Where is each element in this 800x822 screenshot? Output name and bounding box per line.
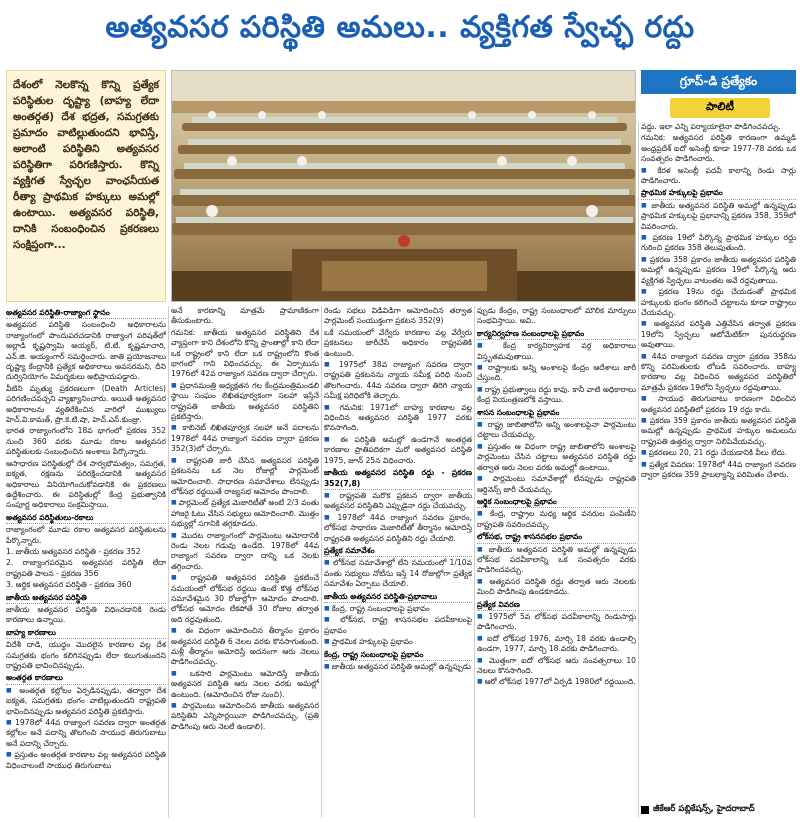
square-icon <box>641 806 649 814</box>
paragraph: 1. జాతీయ అత్యవసర పరిస్థితి - ప్రకరణ 352 <box>6 546 141 556</box>
bullet-paragraph: ■ రాష్ట్ర ప్రభుత్వాలు రద్దు కావు. కానీ వాటి అధికారాలు కేంద్ర నియంత్రణలోకి వస్తాయి. <box>477 385 636 406</box>
bullet-paragraph: ■ జాతీయ అత్యవసర పరిస్థితి అమల్లో ఉన్నప్పుడు ప్రాథమిక హక్కులపై ప్రభావాన్ని ప్రకరణ 358, 359లో వివరించారు. <box>641 201 796 232</box>
paragraph: ప్పుడు కేంద్రం, రాష్ట్ర సంబంధాలలో మౌలిక మార్పులు సంభవిస్తాయి. అవి.. <box>477 306 636 326</box>
section-heading: ప్రత్యేక వివరణ <box>477 600 636 611</box>
column-divider <box>474 306 475 818</box>
bullet-paragraph: ■ 44వ రాజ్యాంగ సవరణ ద్వారా ప్రకరణ 358ను కొన్ని పరిమితులకు లోబడి సవరించారు. బాహ్య కారణాల వల్ల విధించిన అత్యవసర పరిస్థితిలో మాత్రమే ప్రకరణ 19లోని స్వేచ్ఛలు రద్దవుతాయి. <box>641 352 796 394</box>
section-heading: అంతర్గత కారణాలు <box>6 673 166 684</box>
column-2 <box>171 306 319 818</box>
paragraph: విదేశీ దాడి, యుద్ధం మొదలైన కారణాల వల్ల దేశ సమగ్రతకు భంగం కలిగినప్పుడు లేదా కలుగుతుందని రాష్ట్రపతి భావించినప్పుడు. <box>6 640 166 670</box>
assembly-photo <box>171 70 636 302</box>
paragraph: వద్దు. ఇలా ఎన్ని పర్యాయాలైనా పొడిగించవచ్చు. <box>641 122 781 131</box>
paragraph: ఆసాధారణ పరిస్థితుల్లో దేశ సార్వభౌమత్వం, సమగ్రత, ఐక్యత, రక్షణను పరిరక్షించడానికి అత్యవసర అధికారాలు వినియోగించుకోవడానికి ఈ ప్రకరణలు ఉద్దేశించారు. ఈ పరిస్థితుల్లో కేంద్ర ప్రభుత్వానికి సంపూర్ణ అధికారాలు సంక్రమిస్తాయి. <box>6 458 166 510</box>
section-heading: శాసన సంబంధాలపై ప్రభావం <box>477 408 636 419</box>
section-heading: ప్రాథమిక హక్కులపై ప్రభావం <box>641 188 796 199</box>
paragraph: అత్యవసర పరిస్థితి సంబంధించి అధికారాలను రాజ్యాంగంలో పొందుపరచడానికి రాజ్యాంగ పరిషత్‌లో అల్లాడి కృష్ణస్వామి అయ్యర్, టి.టి. కృష్ణమాచారి, ఎన్.జి. అయ్యంగార్ సమర్థించారు. జాతి ప్రయోజనాలు దృష్ట్యా కేంద్రానికి ప్రత్యేక అధికారాలు అవసరమని, దీని దుర్వినియోగం విమర్శకులు అభిప్రాయపడ్డారు. <box>6 320 166 382</box>
section-heading: అత్యవసర పరిస్థితి-రాజ్యాంగ స్థానం <box>6 308 166 319</box>
paragraph: ఒకే సమయంలో వేర్వేరు కారణాల వల్ల వేర్వేరు ప్రకటనలు జారీచేసే అధికారం రాష్ట్రపతికి ఉంటుంది. <box>324 327 472 358</box>
paragraph: గమనిక: అత్యవసర పరిస్థితి కారణంగా ఉమ్మడి ఆంధ్రప్రదేశ్ ఐదో అసెంబ్లీ కూడా 1977-78 వరకు ఒక సంవత్సరం పొడిగించారు. <box>641 133 796 164</box>
column-1 <box>6 306 166 818</box>
bullet-paragraph: ■ పార్లమెంట్ ప్రత్యేక మెజారిటీతో అంటే 2/3 వంతు హాజరై ఓటు వేసిన సభ్యులు ఆమోదించాలి. మొత్తం సభ్యుల్లో సగానికి తగ్గకూడదు. <box>171 498 319 529</box>
bullet-paragraph: ■ సాయుధ తిరుగుబాటు కారణంగా విధించిన అత్యవసర పరిస్థితిలో ప్రకరణ 19 రద్దు కాదు. <box>641 394 796 415</box>
paragraph: వీటిని మృత్యు ప్రకరణలుగా (Death Articles) పరిగణించవచ్చని వ్యాఖ్యానించారు. అయితే అత్యవసర అధికారాలను వ్యతిరేకించిన వారిలో ముఖ్యులు హెచ్.వి.కామత్, ప్రొ.కె.టి.షా, హెచ్.ఎన్.కుంజ్రు. <box>6 383 166 425</box>
bullet-paragraph: ■ అత్యవసర పరిస్థితి రద్దు తర్వాత ఆరు నెలలకు మించి పొడిగింపు ఉండకూడదు. <box>477 577 636 598</box>
column-divider <box>168 306 169 818</box>
bullet-paragraph: ■ ప్రకరణ 358 ప్రకారం జాతీయ అత్యవసర పరిస్థితి అమల్లో ఉన్నప్పుడు ప్రకరణ 19లో పేర్కొన్న ఆరు వ్యక్తిగత స్వేచ్ఛలు వాటంతట అవే రద్దవుతాయి. <box>641 255 796 286</box>
bullet-paragraph: ■ ఒకసారి పార్లమెంటు ఆమోదిస్తే జాతీయ అత్యవసర పరిస్థితి ఆరు నెలల వరకు అమల్లో ఉంటుంది. (ఆమోదించిన రోజు నుంచి). <box>171 669 319 700</box>
bullet-paragraph: ■ ప్రకరణ 19లో పేర్కొన్న ప్రాథమిక హక్కుల రద్దు గురించి ప్రకరణ 358 తెలుపుతుంది. <box>641 233 796 254</box>
group-tag: గ్రూప్-డి ప్రత్యేకం <box>641 70 796 94</box>
column-5 <box>641 122 796 798</box>
bullet-paragraph: ■ ప్రస్తుతం అంతర్గత కారణాల వల్ల అత్యవసర పరిస్థితి విధించాలంటే సాయుధ తిరుగుబాటు <box>6 750 166 771</box>
section-heading: జాతీయ అత్యవసర పరిస్థితి రద్దు - ప్రకరణ 352(7,8) <box>324 468 472 490</box>
publisher-name: జీకేఆర్ పబ్లికేషన్స్, హైదరాబాద్ <box>653 804 755 814</box>
bullet-paragraph: ■ రాష్ట్రపతి జారీ చేసిన అత్యవసర పరిస్థితి ప్రకటనను ఒక నెల రోజుల్లో పార్లమెంట్ ఆమోదించాలి. సాధారణ సమావేశాలు లేనప్పుడు లోక్‌సభ రద్దయితే రాజ్యసభ ఆమోదం పొందాలి. <box>171 456 319 498</box>
bullet-paragraph: ■ కాబినెట్ లిఖితపూర్వక సలహా అనే పదాలను 1978లో 44వ రాజ్యాంగ సవరణ ద్వారా ప్రకరణ 352(3)లో చేర్చారు. <box>171 423 319 454</box>
bullet-paragraph: ■ అంతర్గత కల్లోలం ఏర్పడినప్పుడు, తద్వారా దేశ ఐక్యత, సమగ్రతకు భంగం వాటిల్లుతుందని రాష్ట్రపతి భావించినప్పుడు అత్యవసర పరిస్థితి ప్రకటిస్తారు. <box>6 686 166 717</box>
bullet-paragraph: ■ ప్రకరణ 19ను రద్దు చేయడంతో ప్రాథమిక హక్కులకు భంగం కలిగించే చట్టాలను కూడా రాష్ట్రాలు చేయవచ్చు. <box>641 287 796 318</box>
assembly-hall-illustration <box>172 71 636 302</box>
paragraph: రెండు సభలు విడివిడిగా ఆమోదించిన తర్వాత పార్లమెంట్ సంయుక్తంగా ప్రకటన 352(9) <box>324 306 472 326</box>
paragraph: గమనిక: జాతీయ అత్యవసర పరిస్థితిని దేశ వ్యాప్తంగా కాని దేశంలోని కొన్ని ప్రాంతాల్లో కాని లేదా ఒక రాష్ట్రంలో కాని లేదా ఒక రాష్ట్రంలోని కొంత భాగంలో గాని విధించవచ్చు. ఈ ఏర్పాటును 1976లో 42వ రాజ్యాంగ సవరణ ద్వారా చేర్చారు. <box>171 327 319 379</box>
bullet-paragraph: ■ మొత్తంగా ఐదో లోక్‌సభ ఆరు సంవత్సరాలు 10 నెలలు కొనసాగింది. <box>477 656 636 677</box>
bullet-paragraph: ■ కేంద్ర కార్యనిర్వాహక వర్గ అధికారాలు విస్తృతమవుతాయి. <box>477 341 636 362</box>
section-heading: ఆర్థిక సంబంధాలపై ప్రభావం <box>477 497 636 508</box>
headline: అత్యవసర పరిస్థితి అమలు.. వ్యక్తిగత స్వేచ్ఛ రద్దు <box>105 10 695 45</box>
bullet-paragraph: ■ ప్రకరణలు 20, 21 రద్దు చేయడానికి వీలు లేదు. <box>641 448 796 458</box>
intro-text: దేశంలో నెలకొన్న కొన్ని ప్రత్యేక పరిస్థితుల దృష్ట్యా (బాహ్య లేదా అంతర్గత) దేశ భద్రత, సమగ్రతకు ప్రమాదం వాటిల్లుతుందని భావిస్తే, అలాంటి పరిస్థితిని అత్యవసర పరిస్థితిగా పరిగణిస్తారు. కొన్ని వ్యక్తిగత స్వేచ్ఛల వాంఛనీయత రీత్యా ప్రాథమిక హక్కులు అమల్లో ఉంటాయి. అత్యవసర పరిస్థితి, దానికి సంబంధించిన ప్రకరణలు సంక్షిప్తంగా... <box>13 79 159 251</box>
section-heading: కార్యనిర్వహణ సంబంధాలపై ప్రభావం <box>477 329 636 340</box>
bullet-paragraph: ■ జాతీయ అత్యవసర పరిస్థితి అమల్లో ఉన్నప్పుడు <box>324 662 472 672</box>
bullet-paragraph: ■ ప్రకరణ 359 ప్రకారం జాతీయ అత్యవసర పరిస్థితి అమల్లో ఉన్నప్పుడు ప్రాథమిక హక్కుల అమలును రాష్ట్రపతి ఉత్తర్వు ద్వారా నిలిపివేయవచ్చు. <box>641 416 796 447</box>
section-heading: ప్రత్యేక సమావేశం <box>324 546 472 557</box>
bullet-paragraph: ■ ఈ పరిస్థితి అమల్లో ఉండగానే అంతర్గత కారణాల ప్రాతిపదికగా మరో అత్యవసర పరిస్థితి 1975, జూన్ 25న విధించారు. <box>324 435 472 466</box>
bullet-paragraph: ■ ప్రత్యేక వివరణ: 1978లో 44వ రాజ్యాంగ సవరణ ద్వారా ప్రకరణ 359 ప్రాబల్యాన్ని పరిమితం చేశారు. <box>641 460 796 481</box>
bullet-paragraph: ■ 1978లో 44వ రాజ్యాంగ సవరణ ప్రకారం, లోక్‌సభ సాధారణ మెజారిటీతో తీర్మానం ఆమోదిస్తే రాష్ట్రపతి అత్యవసర పరిస్థితిని రద్దు చేయాలి. <box>324 513 472 544</box>
subject-tag: పాలిటీ <box>670 98 770 118</box>
column-divider <box>638 122 639 818</box>
bullet-paragraph: ■ పార్లమెంటు ఆమోదించిన జాతీయ అత్యవసర పరిస్థితిని ఎన్నిసార్లయినా పొడిగించవచ్చు. (ప్రతి పొడిగింపు ఆరు నెలలే ఉండాలి). <box>171 701 319 732</box>
bullet-paragraph: ■ 1975లో 38వ రాజ్యాంగ సవరణ ద్వారా రాష్ట్రపతి ప్రకటనను న్యాయ సమీక్ష పరిధి నుంచి తొలగించారు. 44వ సవరణ ద్వారా తిరిగి న్యాయ సమీక్ష పరిధిలోకి తెచ్చారు. <box>324 360 472 402</box>
publisher-credit <box>641 802 796 818</box>
intro-box <box>6 70 166 302</box>
bullet-paragraph: ■ ఐదో లోక్‌సభ 1976, మార్చి 18 వరకు ఉండాల్సి ఉండగా, 1977, మార్చి 18 వరకు పొడిగించారు. <box>477 634 636 655</box>
paragraph: అనే కారణాన్ని మాత్రమే ప్రామాణికంగా తీసుకుంటారు. <box>171 306 319 326</box>
bullet-paragraph: ■ కేంద్ర, రాష్ట్ర సంబంధాలపై ప్రభావం <box>324 604 472 614</box>
bullet-paragraph: ■ కేంద్ర, రాష్ట్రాల మధ్య ఆర్థిక వనరుల పంపిణీని రాష్ట్రపతి సవరించవచ్చు. <box>477 509 636 530</box>
bullet-paragraph: ■ ప్రధానమంత్రి అధ్యక్షతన గల కేంద్రమంత్రిమండలి స్థాయి సంఘం లిఖితపూర్వకంగా సలహా ఇస్తేనే రాష్ట్రపతి జాతీయ అత్యవసర పరిస్థితిని ప్రకటిస్తారు. <box>171 381 319 423</box>
column-divider <box>321 306 322 818</box>
paragraph: రాజ్యాంగంలో మూడు రకాల అత్యవసర పరిస్థితులను పేర్కొన్నారు. <box>6 525 166 545</box>
bullet-paragraph: ■ రాష్ట్ర జాబితాలోని అన్ని అంశాలపైనా పార్లమెంటు చట్టాలు చేయవచ్చు. <box>477 420 636 441</box>
section-heading: అత్యవసర పరిస్థితులు-రకాలు <box>6 513 166 524</box>
bullet-paragraph: ■ అత్యవసర పరిస్థితి ఎత్తివేసిన తర్వాత ప్రకరణ 19లోని స్వేచ్ఛలు ఆటోమేటిక్‌గా పునరుద్ధరణ అవుతాయి. <box>641 319 796 350</box>
bullet-paragraph: ■ మొదట రాజ్యాంగంలో పార్లమెంటు ఆమోదానికి రెండు నెలల గడువు ఉండేది. 1978లో 44వ రాజ్యాంగ సవరణ ద్వారా దాన్ని ఒక నెలకు తగ్గించారు. <box>171 531 319 573</box>
bullet-paragraph: ■ ఆరో లోక్‌సభ 1977లో ఏర్పడి 1980లో రద్దయింది. <box>477 677 636 687</box>
section-heading: లోక్‌సభ, రాష్ట్ర శాసనసభల ప్రభావం <box>477 532 636 543</box>
bullet-paragraph: ■ లోక్‌సభ, రాష్ట్ర శాసనసభల పదవీకాలంపై ప్రభావం <box>324 615 472 636</box>
bullet-paragraph: ■ ప్రస్తుతం ఆ విధంగా రాష్ట్ర జాబితాలోని అంశాలపై పార్లమెంటు చేసిన చట్టాలు అత్యవసర పరిస్థితి రద్దు తర్వాత ఆరు నెలల వరకు అమల్లో ఉంటాయి. <box>477 442 636 473</box>
bullet-paragraph: ■ లోక్‌సభ సమావేశాల్లో లేని సమయంలో 1/10వ వంతు సభ్యులు నోటీసు ఇస్తే 14 రోజుల్లోగా ప్రత్యేక సమావేశం ఏర్పాటు చేయాలి. <box>324 558 472 589</box>
paragraph: 2. రాజ్యాంగపరమైన అత్యవసర పరిస్థితి లేదా రాష్ట్రపతి పాలన - ప్రకరణ 356 <box>6 558 166 578</box>
bullet-paragraph: ■ రాష్ట్రపతి మరొక ప్రకటన ద్వారా జాతీయ అత్యవసర పరిస్థితిని ఎప్పుడైనా రద్దు చేయవచ్చు. <box>324 491 472 512</box>
section-heading: జాతీయ అత్యవసర పరిస్థితి-ప్రభావాలు <box>324 592 472 603</box>
section-heading: బాహ్య కారణాలు <box>6 628 166 639</box>
bullet-paragraph: ■ గమనిక: 1971లో బాహ్య కారణాల వల్ల విధించిన అత్యవసర పరిస్థితి 1977 వరకు కొనసాగింది. <box>324 403 472 434</box>
bullet-paragraph: ■ రాష్ట్రపతి అత్యవసర పరిస్థితి ప్రకటించే సమయంలో లోక్‌సభ రద్దయి ఉంటే కొత్త లోక్‌సభ సమావేశమైన 30 రోజుల్లోగా ఆమోదం పొందాలి. లోక్‌సభ ఆమోదం లేకపోతే 30 రోజుల తర్వాత అది రద్దవుతుంది. <box>171 573 319 625</box>
section-heading: కేంద్ర, రాష్ట్ర సంబంధాలపై ప్రభావం <box>324 650 472 661</box>
bullet-paragraph: ■ 1975లో 5వ లోక్‌సభ పదవీకాలాన్ని రెండుసార్లు పొడిగించారు. <box>477 612 636 633</box>
column-4 <box>477 306 636 818</box>
bullet-paragraph: ■ కేరళ అసెంబ్లీ పదవీ కాలాన్ని రెండు సార్లు పొడిగించారు. <box>641 166 796 187</box>
bullet-paragraph: ■ 1978లో 44వ రాజ్యాంగ సవరణ ద్వారా అంతర్గత కల్లోలం అనే పదాన్ని తొలగించి సాయుధ తిరుగుబాటు అనే పదాన్ని చేర్చారు. <box>6 718 166 749</box>
column-3 <box>324 306 472 818</box>
bullet-paragraph: ■ ప్రాథమిక హక్కులపై ప్రభావం <box>324 637 472 647</box>
bullet-paragraph: ■ పార్లమెంటు సమావేశాల్లో లేనప్పుడు రాష్ట్రపతి ఆర్డినెన్స్ జారీ చేయవచ్చు. <box>477 474 636 495</box>
paragraph: 3. ఆర్థిక అత్యవసర పరిస్థితి - ప్రకరణ 360 <box>6 580 132 590</box>
bullet-paragraph: ■ ఈ విధంగా ఆమోదించిన తీర్మానం ప్రకారం అత్యవసర పరిస్థితి 6 నెలల వరకు కొనసాగుతుంది. మళ్లీ తీర్మానం ఆమోదిస్తే అదనంగా ఆరు నెలలు పొడిగించవచ్చు. <box>171 626 319 668</box>
paragraph: జాతీయ అత్యవసర పరిస్థితి విధించడానికి రెండు కారణాలు ఉన్నాయి. <box>6 604 166 625</box>
bullet-paragraph: ■ రాష్ట్రాలకు అన్ని అంశాలపై కేంద్రం ఆదేశాలు జారీ చేస్తుంది. <box>477 363 636 384</box>
paragraph: భారత రాజ్యాంగంలోని 18వ భాగంలో ప్రకరణ 352 నుంచి 360 వరకు మూడు రకాల అత్యవసర పరిస్థితులకు సంబంధించిన అంశాలు పేర్కొన్నారు. <box>6 426 166 457</box>
section-heading: జాతీయ అత్యవసర పరిస్థితి <box>6 593 166 604</box>
bullet-paragraph: ■ జాతీయ అత్యవసర పరిస్థితి అమల్లో ఉన్నప్పుడు లోక్‌సభ పదవీకాలాన్ని ఒక సంవత్సరం వరకు పొడిగించవచ్చు. <box>477 545 636 576</box>
